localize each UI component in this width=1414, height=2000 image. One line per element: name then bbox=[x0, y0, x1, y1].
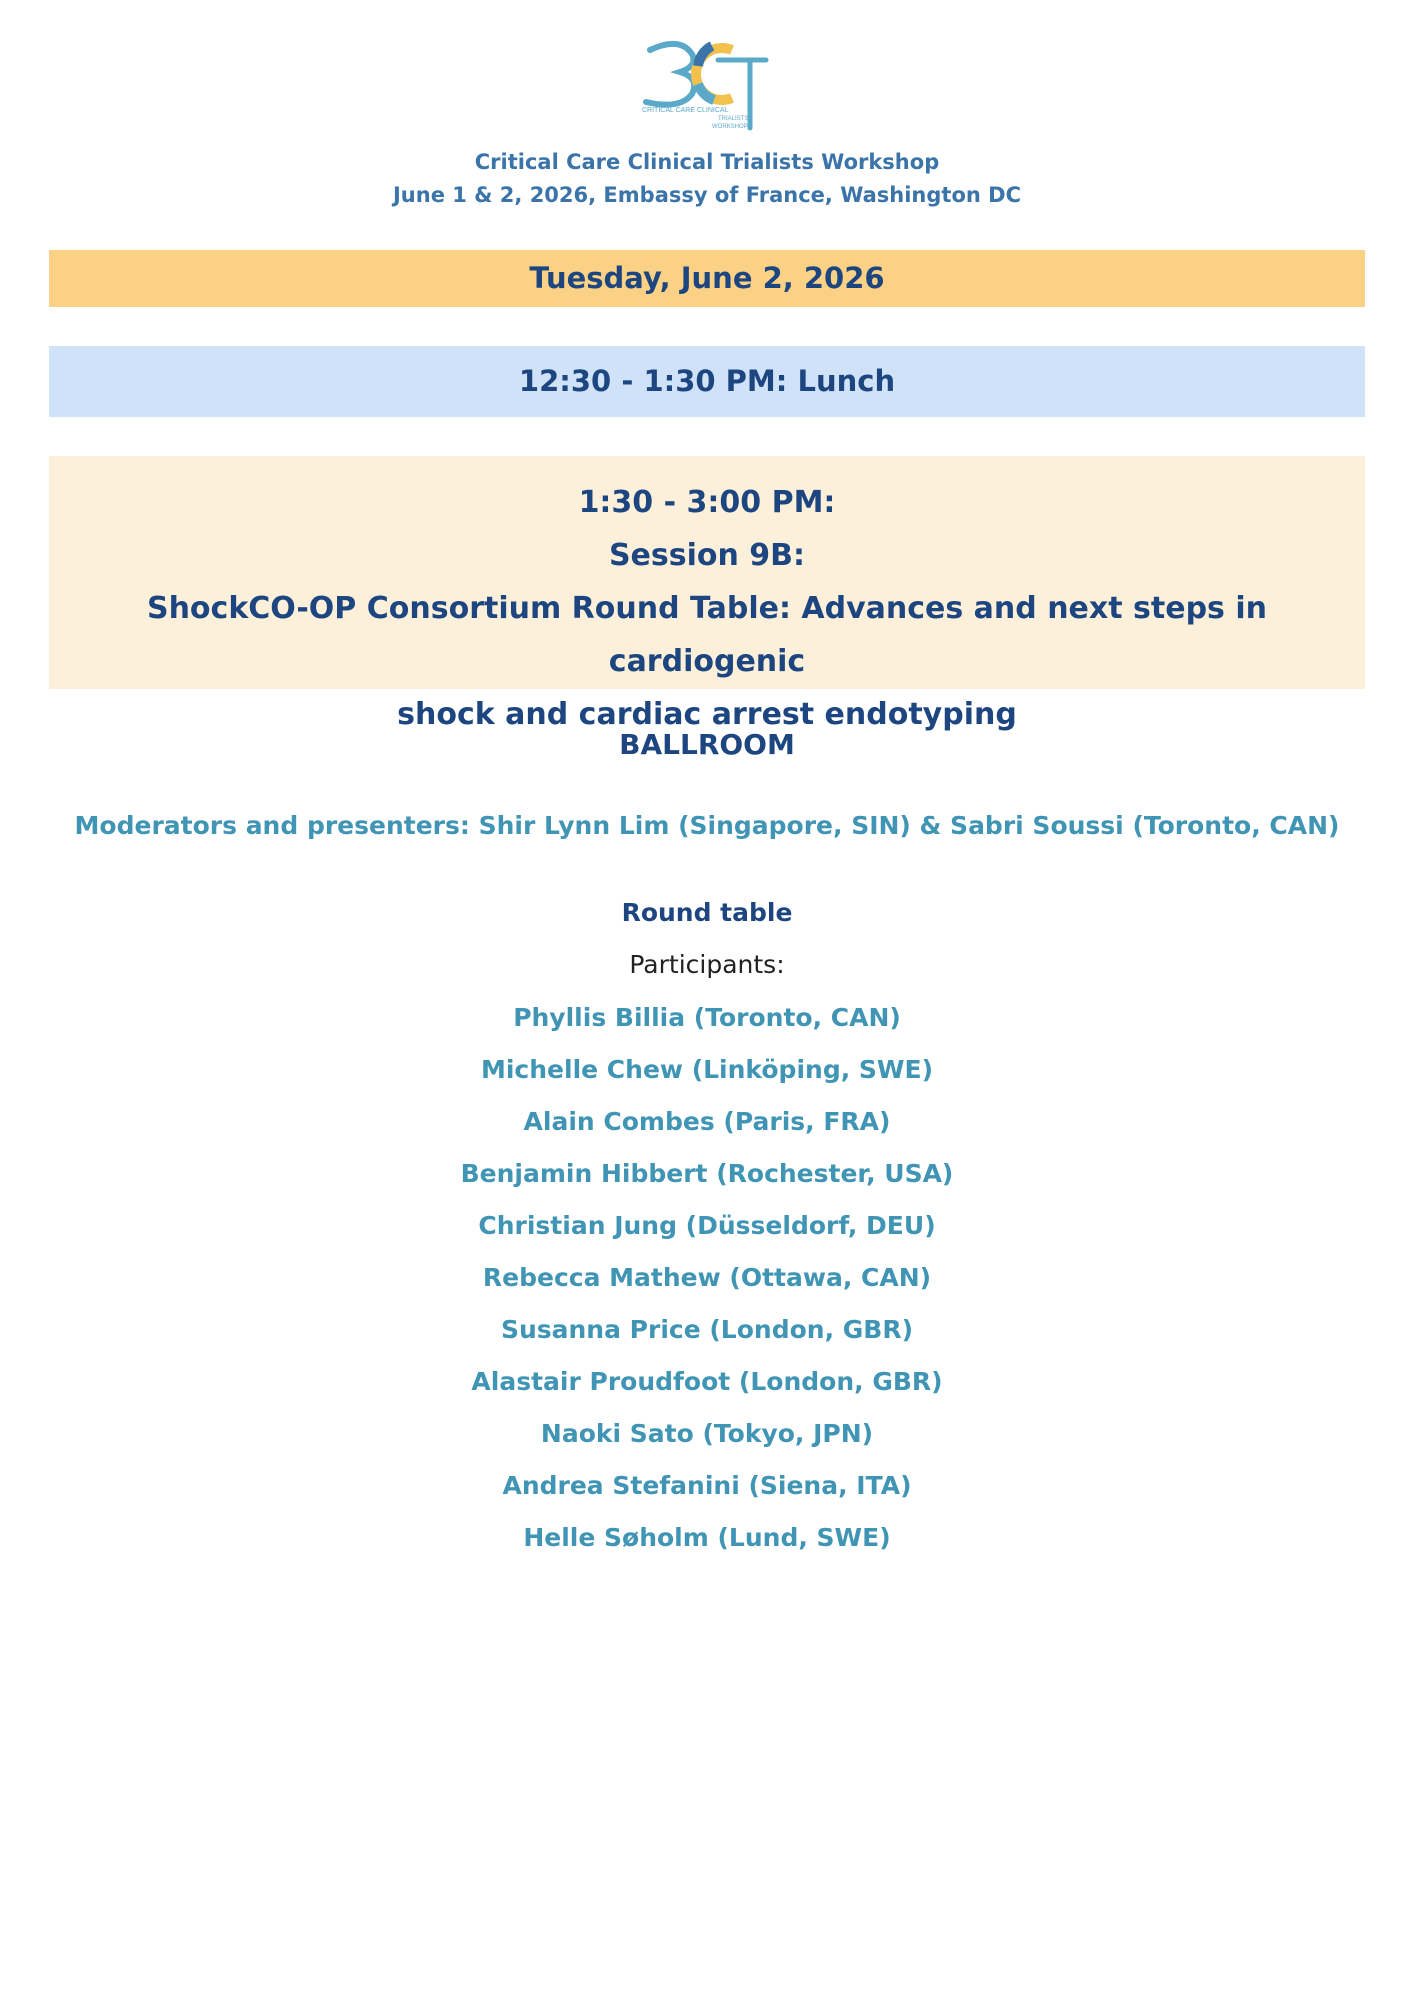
participant-item: Phyllis Billia (Toronto, CAN) bbox=[513, 1003, 901, 1032]
workshop-logo bbox=[640, 40, 774, 132]
session-number: Session 9B: bbox=[608, 538, 806, 573]
participants-label: Participants: bbox=[629, 950, 785, 979]
session-title-line1: ShockCO-OP Consortium Round Table: Advances and next steps in cardiogenic bbox=[146, 591, 1268, 679]
moderators-line: Moderators and presenters: Shir Lynn Lim (Singapore, SIN) & Sabri Soussi (Toronto, CAN) bbox=[74, 811, 1340, 840]
participant-item: Helle Søholm (Lund, SWE) bbox=[523, 1523, 891, 1552]
day-banner bbox=[49, 250, 1365, 307]
logo-text-line3: WORKSHOP bbox=[712, 124, 748, 130]
logo-text-line1: CRITICAL CARE CLINICAL bbox=[642, 107, 729, 114]
participant-item: Benjamin Hibbert (Rochester, USA) bbox=[460, 1159, 954, 1188]
participant-item: Rebecca Mathew (Ottawa, CAN) bbox=[482, 1263, 932, 1292]
workshop-subtitle: June 1 & 2, 2026, Embassy of France, Washington DC bbox=[392, 183, 1021, 207]
participant-item: Naoki Sato (Tokyo, JPN) bbox=[540, 1419, 874, 1448]
session-time: 1:30 - 3:00 PM: bbox=[578, 485, 836, 520]
room-name: BALLROOM bbox=[619, 728, 795, 761]
participant-item: Alain Combes (Paris, FRA) bbox=[523, 1107, 891, 1136]
lunch-banner bbox=[49, 346, 1365, 417]
round-table-title: Round table bbox=[621, 898, 793, 927]
lunch-label: 12:30 - 1:30 PM: Lunch bbox=[518, 364, 896, 398]
participant-item: Susanna Price (London, GBR) bbox=[500, 1315, 914, 1344]
participant-item: Andrea Stefanini (Siena, ITA) bbox=[502, 1471, 912, 1500]
participant-item: Christian Jung (Düsseldorf, DEU) bbox=[478, 1211, 936, 1240]
day-date: Tuesday, June 2, 2026 bbox=[529, 261, 885, 295]
session-title-line2: shock and cardiac arrest endotyping bbox=[397, 697, 1017, 732]
participant-list bbox=[0, 998, 1414, 1570]
workshop-title: Critical Care Clinical Trialists Workshop bbox=[474, 150, 940, 174]
logo-text-line2: TRIALISTS bbox=[718, 116, 749, 122]
session-banner bbox=[49, 456, 1365, 732]
participant-item: Michelle Chew (Linköping, SWE) bbox=[480, 1055, 933, 1084]
participant-item: Alastair Proudfoot (London, GBR) bbox=[471, 1367, 943, 1396]
